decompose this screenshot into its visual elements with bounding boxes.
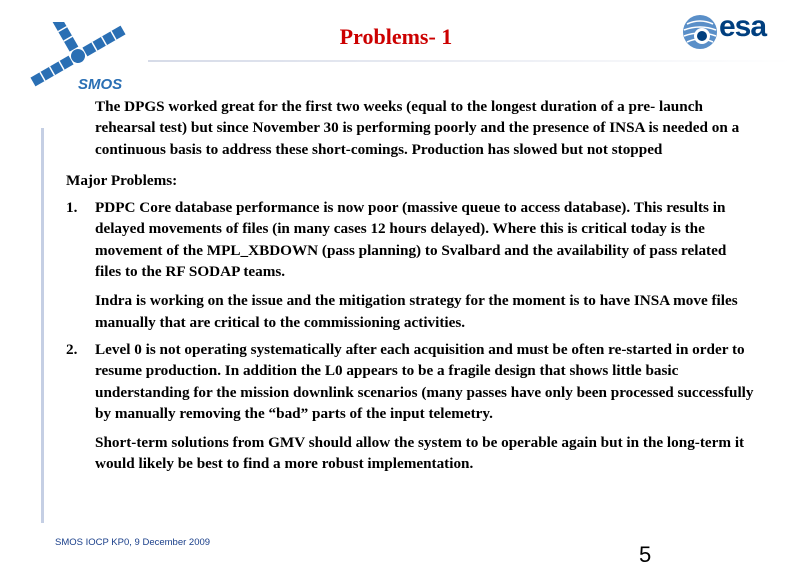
item-text: PDPC Core database performance is now poor (massive queue to access database). This results in delayed movements of files (in many cases 12 hours delayed). Where this is critical today is the movement of the MPL_XBDOWN (pass planning) to Svalbard and the availability of pass related files to the RF SODAP teams. (95, 199, 727, 281)
sidebar-divider (41, 128, 44, 523)
item-followup: Indra is working on the issue and the mitigation strategy for the moment is to have INSA move files manually that are critical to the commissioning activities. (95, 292, 738, 331)
item-number: 1. (66, 199, 78, 217)
title-divider (148, 60, 792, 62)
problem-item (66, 339, 756, 475)
slide-title: Problems- 1 (339, 24, 453, 49)
item-number: 2. (66, 340, 78, 358)
intro-paragraph: The DPGS worked great for the first two weeks (equal to the longest duration of a pre- launch rehearsal test) but since November 30 is performing poorly and the presence of INSA is needed on a continuous basis to address these short-comings. Production has slowed but not stopped (95, 98, 740, 158)
item-text: Level 0 is not operating systematically after each acquisition and must be often re-started in order to resume production. In addition the L0 appears to be a fragile design that shows little basic understanding for the mission downlink scenarios (many passes have only been processed successfully by manually removing the “bad” parts of the input telemetry. (95, 340, 754, 422)
problem-item (66, 197, 756, 333)
slide-footer: SMOS IOCP KP0, 9 December 2009 (55, 537, 211, 548)
slide-body (66, 96, 756, 475)
section-heading: Major Problems: (66, 171, 178, 189)
esa-logo-label: esa (719, 10, 767, 43)
smos-logo-label: SMOS (78, 76, 123, 93)
item-followup: Short-term solutions from GMV should allow the system to be operable again but in the long-term it would likely be best to find a more robust implementation. (95, 434, 745, 473)
page-number: 5 (639, 542, 652, 567)
